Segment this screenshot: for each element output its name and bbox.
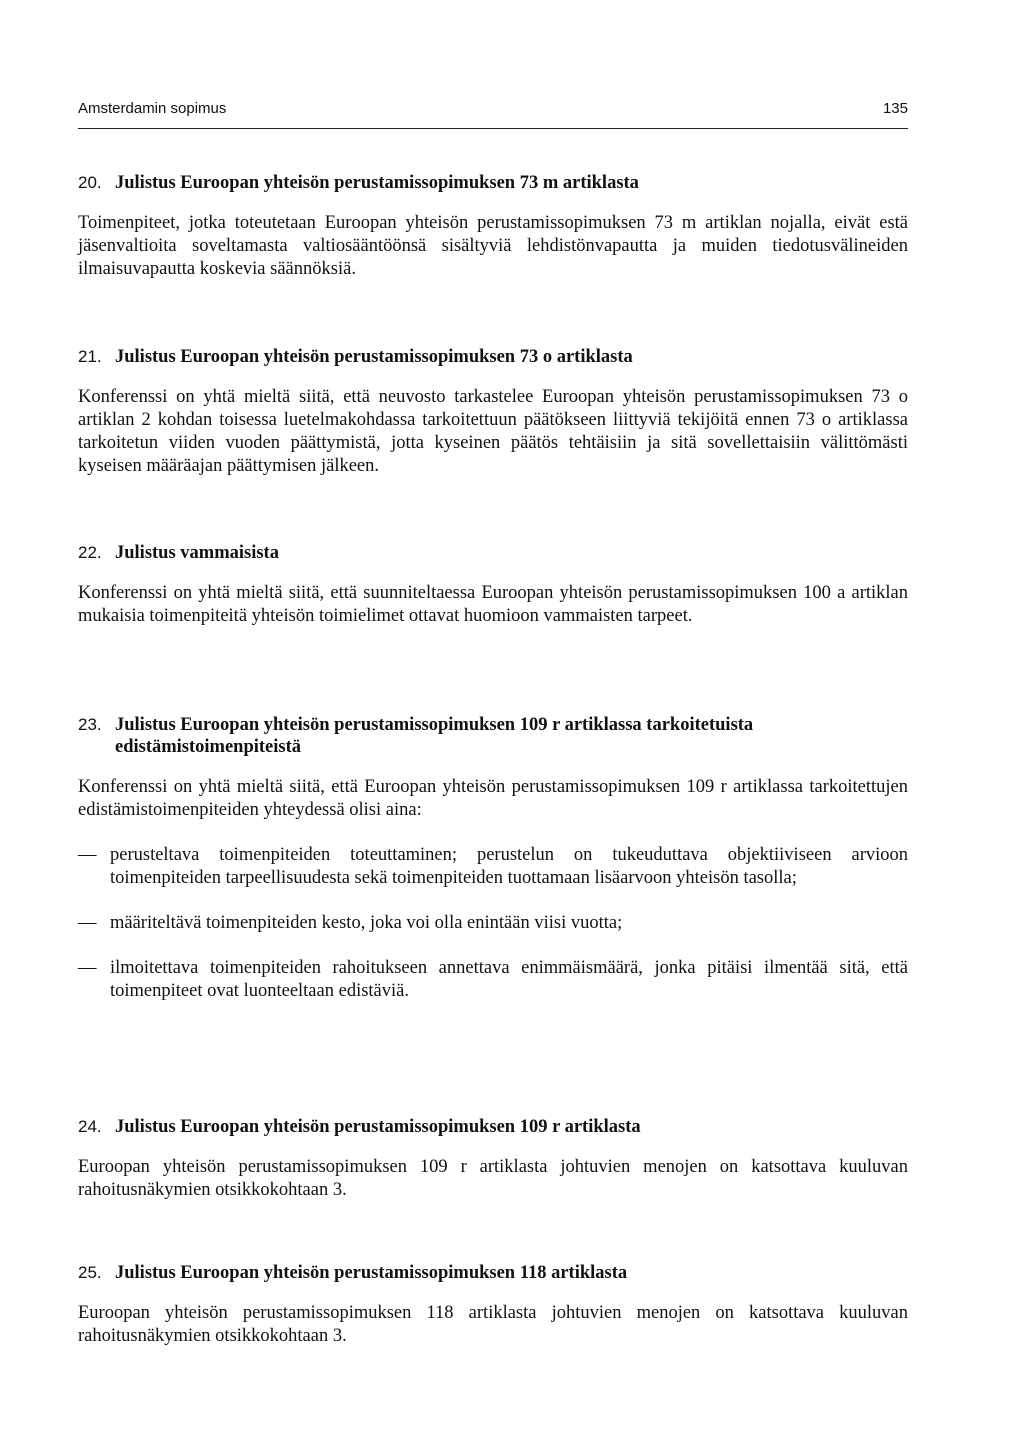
- declaration-number: 22.: [78, 543, 102, 562]
- declaration-heading: [78, 1116, 908, 1138]
- declaration-21: [78, 346, 908, 478]
- declaration-heading: [78, 1262, 908, 1284]
- running-header: [78, 98, 908, 129]
- declaration-heading: [78, 346, 908, 368]
- declaration-20: [78, 172, 908, 281]
- declaration-heading: [78, 714, 908, 758]
- document-page: [78, 0, 908, 1454]
- declaration-body: Euroopan yhteisön perustamissopimuksen 118 artiklasta johtuvien menojen on katsottava kuuluvan rahoitusnäkymien otsikkokohtaan 3.: [78, 1303, 908, 1346]
- dash-marker: —: [78, 913, 97, 933]
- declaration-body: Euroopan yhteisön perustamissopimuksen 109 r artiklasta johtuvien menojen on katsottava kuuluvan rahoitusnäkymien otsikkokohtaan 3.: [78, 1157, 908, 1200]
- list-item: [78, 957, 908, 1003]
- declaration-title: Julistus Euroopan yhteisön perustamissopimuksen 118 artiklasta: [115, 1263, 628, 1283]
- declaration-heading: [78, 172, 908, 194]
- declaration-number: 20.: [78, 173, 102, 192]
- dash-marker: —: [78, 845, 97, 865]
- list-item: [78, 844, 908, 890]
- declaration-24: [78, 1116, 908, 1202]
- dash-marker: —: [78, 958, 97, 978]
- declaration-title: Julistus Euroopan yhteisön perustamissopimuksen 73 o artiklasta: [115, 347, 633, 367]
- declaration-number: 21.: [78, 347, 102, 366]
- declaration-title: Julistus Euroopan yhteisön perustamissopimuksen 73 m artiklasta: [115, 173, 639, 193]
- declaration-body: Konferenssi on yhtä mieltä siitä, että suunniteltaessa Euroopan yhteisön perustamissopimuksen 100 a artiklan mukaisia toimenpiteitä yhteisön toimielimet ottavat huomioon vammaisten tarpeet.: [78, 583, 908, 626]
- declaration-number: 24.: [78, 1117, 102, 1136]
- list-item-text: määriteltävä toimenpiteiden kesto, joka voi olla enintään viisi vuotta;: [110, 913, 623, 933]
- declaration-title: Julistus Euroopan yhteisön perustamissopimuksen 109 r artiklassa tarkoitetuista edistämistoimenpiteistä: [115, 715, 754, 757]
- page-number: 135: [882, 100, 908, 117]
- declaration-title: Julistus vammaisista: [115, 543, 279, 563]
- document-title: Amsterdamin sopimus: [78, 100, 227, 117]
- declaration-number: 25.: [78, 1263, 102, 1282]
- list-item-text: ilmoitettava toimenpiteiden rahoitukseen annettava enimmäismäärä, jonka pitäisi ilmentää sitä, että toimenpiteet ovat luonteeltaan edistäviä.: [110, 958, 908, 1001]
- declaration-heading: [78, 542, 908, 564]
- declaration-number: 23.: [78, 715, 102, 734]
- declaration-22: [78, 542, 908, 628]
- declaration-title: Julistus Euroopan yhteisön perustamissopimuksen 109 r artiklasta: [115, 1117, 641, 1137]
- declaration-body: Konferenssi on yhtä mieltä siitä, että Euroopan yhteisön perustamissopimuksen 109 r artiklassa tarkoitettujen edistämistoimenpiteiden yhteydessä olisi aina:: [78, 777, 908, 820]
- declaration-23: [78, 714, 908, 1025]
- requirements-list: [78, 844, 908, 1003]
- declaration-body: Konferenssi on yhtä mieltä siitä, että neuvosto tarkastelee Euroopan yhteisön perustamissopimuksen 73 o artiklan 2 kohdan toisessa luetelmakohdassa tarkoitettuun päätökseen liittyviä tekijöitä ennen 73 o artiklassa tarkoitetun viiden vuoden päättymistä, jotta kyseinen päätös tehtäisiin ja sitä sovellettaisiin välittömästi kyseisen määräajan päättymisen jälkeen.: [78, 387, 908, 476]
- list-item: [78, 912, 908, 935]
- list-item-text: perusteltava toimenpiteiden toteuttaminen; perustelun on tukeuduttava objektiiviseen arvioon toimenpiteiden tarpeellisuudesta sekä toimenpiteiden tuottamaan lisäarvoon yhteisön tasolla;: [110, 845, 908, 888]
- declaration-body: Toimenpiteet, jotka toteutetaan Euroopan yhteisön perustamissopimuksen 73 m artiklan nojalla, eivät estä jäsenvaltioita soveltamasta valtiosääntöönsä sisältyviä lehdistönvapautta ja muiden tiedotusvälineiden ilmaisuvapautta koskevia säännöksiä.: [78, 213, 908, 279]
- declaration-25: [78, 1262, 908, 1348]
